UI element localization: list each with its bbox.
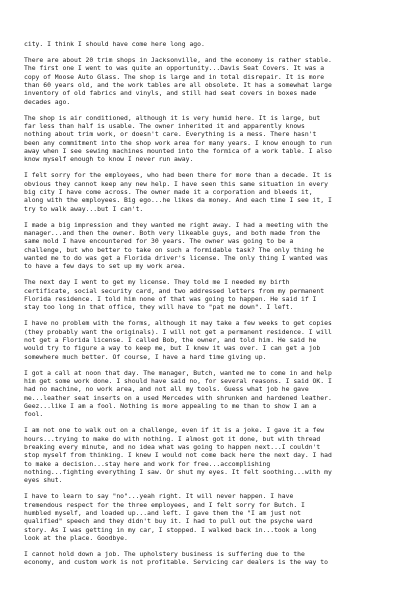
text-line: stay too long in that office, they will have to "pat me down". I left. — [24, 303, 294, 312]
text-line: him get some work done. I should have said no, for several reasons. I said OK. I — [24, 376, 332, 385]
paragraph — [24, 278, 400, 311]
text-line: me...leather seat inserts on a used Mercedes with shrunken and hardened leather. — [24, 393, 332, 402]
text-line: stop myself from thinking. I knew I would not come back here the next day. I had — [24, 451, 332, 460]
text-line: try to walk away...but I can't. — [24, 204, 144, 213]
text-line: nothing about trim work, or doesn't care. Everything is a mess. There hasn't — [24, 130, 317, 139]
text-line: certificate, social security card, and two addressed letters from my permanent — [24, 286, 325, 295]
text-line: I cannot hold down a job. The upholstery business is suffering due to the — [24, 549, 305, 558]
paragraph — [24, 492, 400, 542]
paragraph — [24, 426, 400, 484]
text-line: humbled myself, and loaded up...and left. I gave them the "I am just not — [24, 508, 302, 517]
text-line: qualified" speech and they didn't buy it. I had to pull out the psyche ward — [24, 517, 313, 526]
text-line: There are about 20 trim shops in Jacksonville, and the economy is rather stable. — [24, 55, 332, 64]
text-line: fool. — [24, 410, 44, 419]
text-line: breaking every minute, and no idea what was going to happen next...I couldn't — [24, 442, 321, 451]
text-line: to make a decision...stay here and work for free...accomplishing — [24, 459, 271, 468]
text-line: far less than half is usable. The owner inherited it and apparently knows — [24, 121, 305, 130]
text-line: would try to figure a way to keep me, but I knew it was over. I can get a job — [24, 344, 321, 353]
text-line: had no machine, no work area, and not all my tools. Guess what job he gave — [24, 385, 309, 394]
text-line: (they probably want the originals). I will not get a permanent residence. I will — [24, 327, 332, 336]
text-line: I have to learn to say "no"...yeah right. It will never happen. I have — [24, 492, 294, 501]
paragraph — [24, 114, 400, 164]
paragraph — [24, 319, 400, 361]
paragraph — [24, 171, 400, 213]
paragraph — [24, 550, 400, 567]
text-line: eyes shut. — [24, 476, 63, 485]
text-line: copy of Moose Auto Glass. The shop is large and in total disrepair. It is more — [24, 72, 325, 81]
text-line: I am not one to walk out on a challenge, even if it is a joke. I gave it a few — [24, 426, 325, 435]
text-line: decades ago. — [24, 97, 71, 106]
text-line: know myself enough to know I never run away. — [24, 155, 194, 164]
text-line: manager...and then the owner. Both very likeable guys, and both made from the — [24, 228, 321, 237]
text-line: away when I see sewing machines mounted into the formica of a work table. I also — [24, 146, 332, 155]
text-line: than 60 years old, and the work tables are all obsolete. It has a somewhat large — [24, 80, 332, 89]
text-line: hours...trying to make do with nothing. I almost got it done, but with thread — [24, 434, 321, 443]
text-line: nothing...fighting everything I saw. Or shut my eyes. It felt soothing...with my — [24, 467, 332, 476]
text-line: obvious they cannot keep any new help. I have seen this same situation in every — [24, 179, 328, 188]
text-line: wanted me to do was get a Florida driver's license. The only thing I wanted was — [24, 253, 328, 262]
paragraph — [24, 369, 400, 419]
text-line: I felt sorry for the employees, who had been there for more than a decade. It is — [24, 171, 332, 180]
document-body — [24, 40, 400, 574]
text-line: somewhere much better. Of course, I have a hard time giving up. — [24, 352, 267, 361]
text-line: look at the place. Goodbye. — [24, 533, 128, 542]
text-line: I got a call at noon that day. The manager, Butch, wanted me to come in and help — [24, 368, 332, 377]
text-line: The shop is air conditioned, although it is very humid here. It is large, but — [24, 113, 321, 122]
text-line: The first one I went to was quite an opportunity...Davis Seat Covers. It was a — [24, 64, 325, 73]
text-line: Geez...like I am a fool. Nothing is more appealing to me than to show I am a — [24, 401, 317, 410]
text-line: city. I think I should have come here long ago. — [24, 40, 205, 48]
paragraph — [24, 221, 400, 271]
text-line: economy, and custom work is not profitable. Servicing car dealers is the way to — [24, 558, 328, 567]
paragraph — [24, 56, 400, 106]
text-line: I have no problem with the forms, although it may take a few weeks to get copies — [24, 319, 332, 328]
text-line: Florida residence. I told him none of that was going to happen. He said if I — [24, 294, 317, 303]
text-line: to have a few days to set up my work area. — [24, 262, 186, 271]
paragraph — [24, 40, 400, 48]
text-line: not get a Florida license. I called Bob, the owner, and told him. He said he — [24, 335, 317, 344]
text-line: same mold I have encountered for 30 years. The owner was going to be a — [24, 237, 294, 246]
text-line: The next day I went to get my license. They told me I needed my birth — [24, 278, 290, 287]
text-line: challenge, but who better to take on such a formidable task? The only thing he — [24, 245, 325, 254]
text-line: story. As I was getting in my car, I stopped. I walked back in...took a long — [24, 525, 317, 534]
text-line: been any commitment into the shop work area for many years. I know enough to run — [24, 138, 332, 147]
text-line: along with the employees. Big ego...he likes da money. And each time I see it, I — [24, 196, 332, 205]
text-line: tremendous respect for the three employees, and I felt sorry for Butch. I — [24, 500, 305, 509]
text-line: big city I have come across. The owner made it a corporation and bleeds it, — [24, 187, 313, 196]
text-line: inventory of old fabrics and vinyls, and still had seat covers in boxes made — [24, 89, 317, 98]
text-line: I made a big impression and they wanted me right away. I had a meeting with the — [24, 220, 328, 229]
